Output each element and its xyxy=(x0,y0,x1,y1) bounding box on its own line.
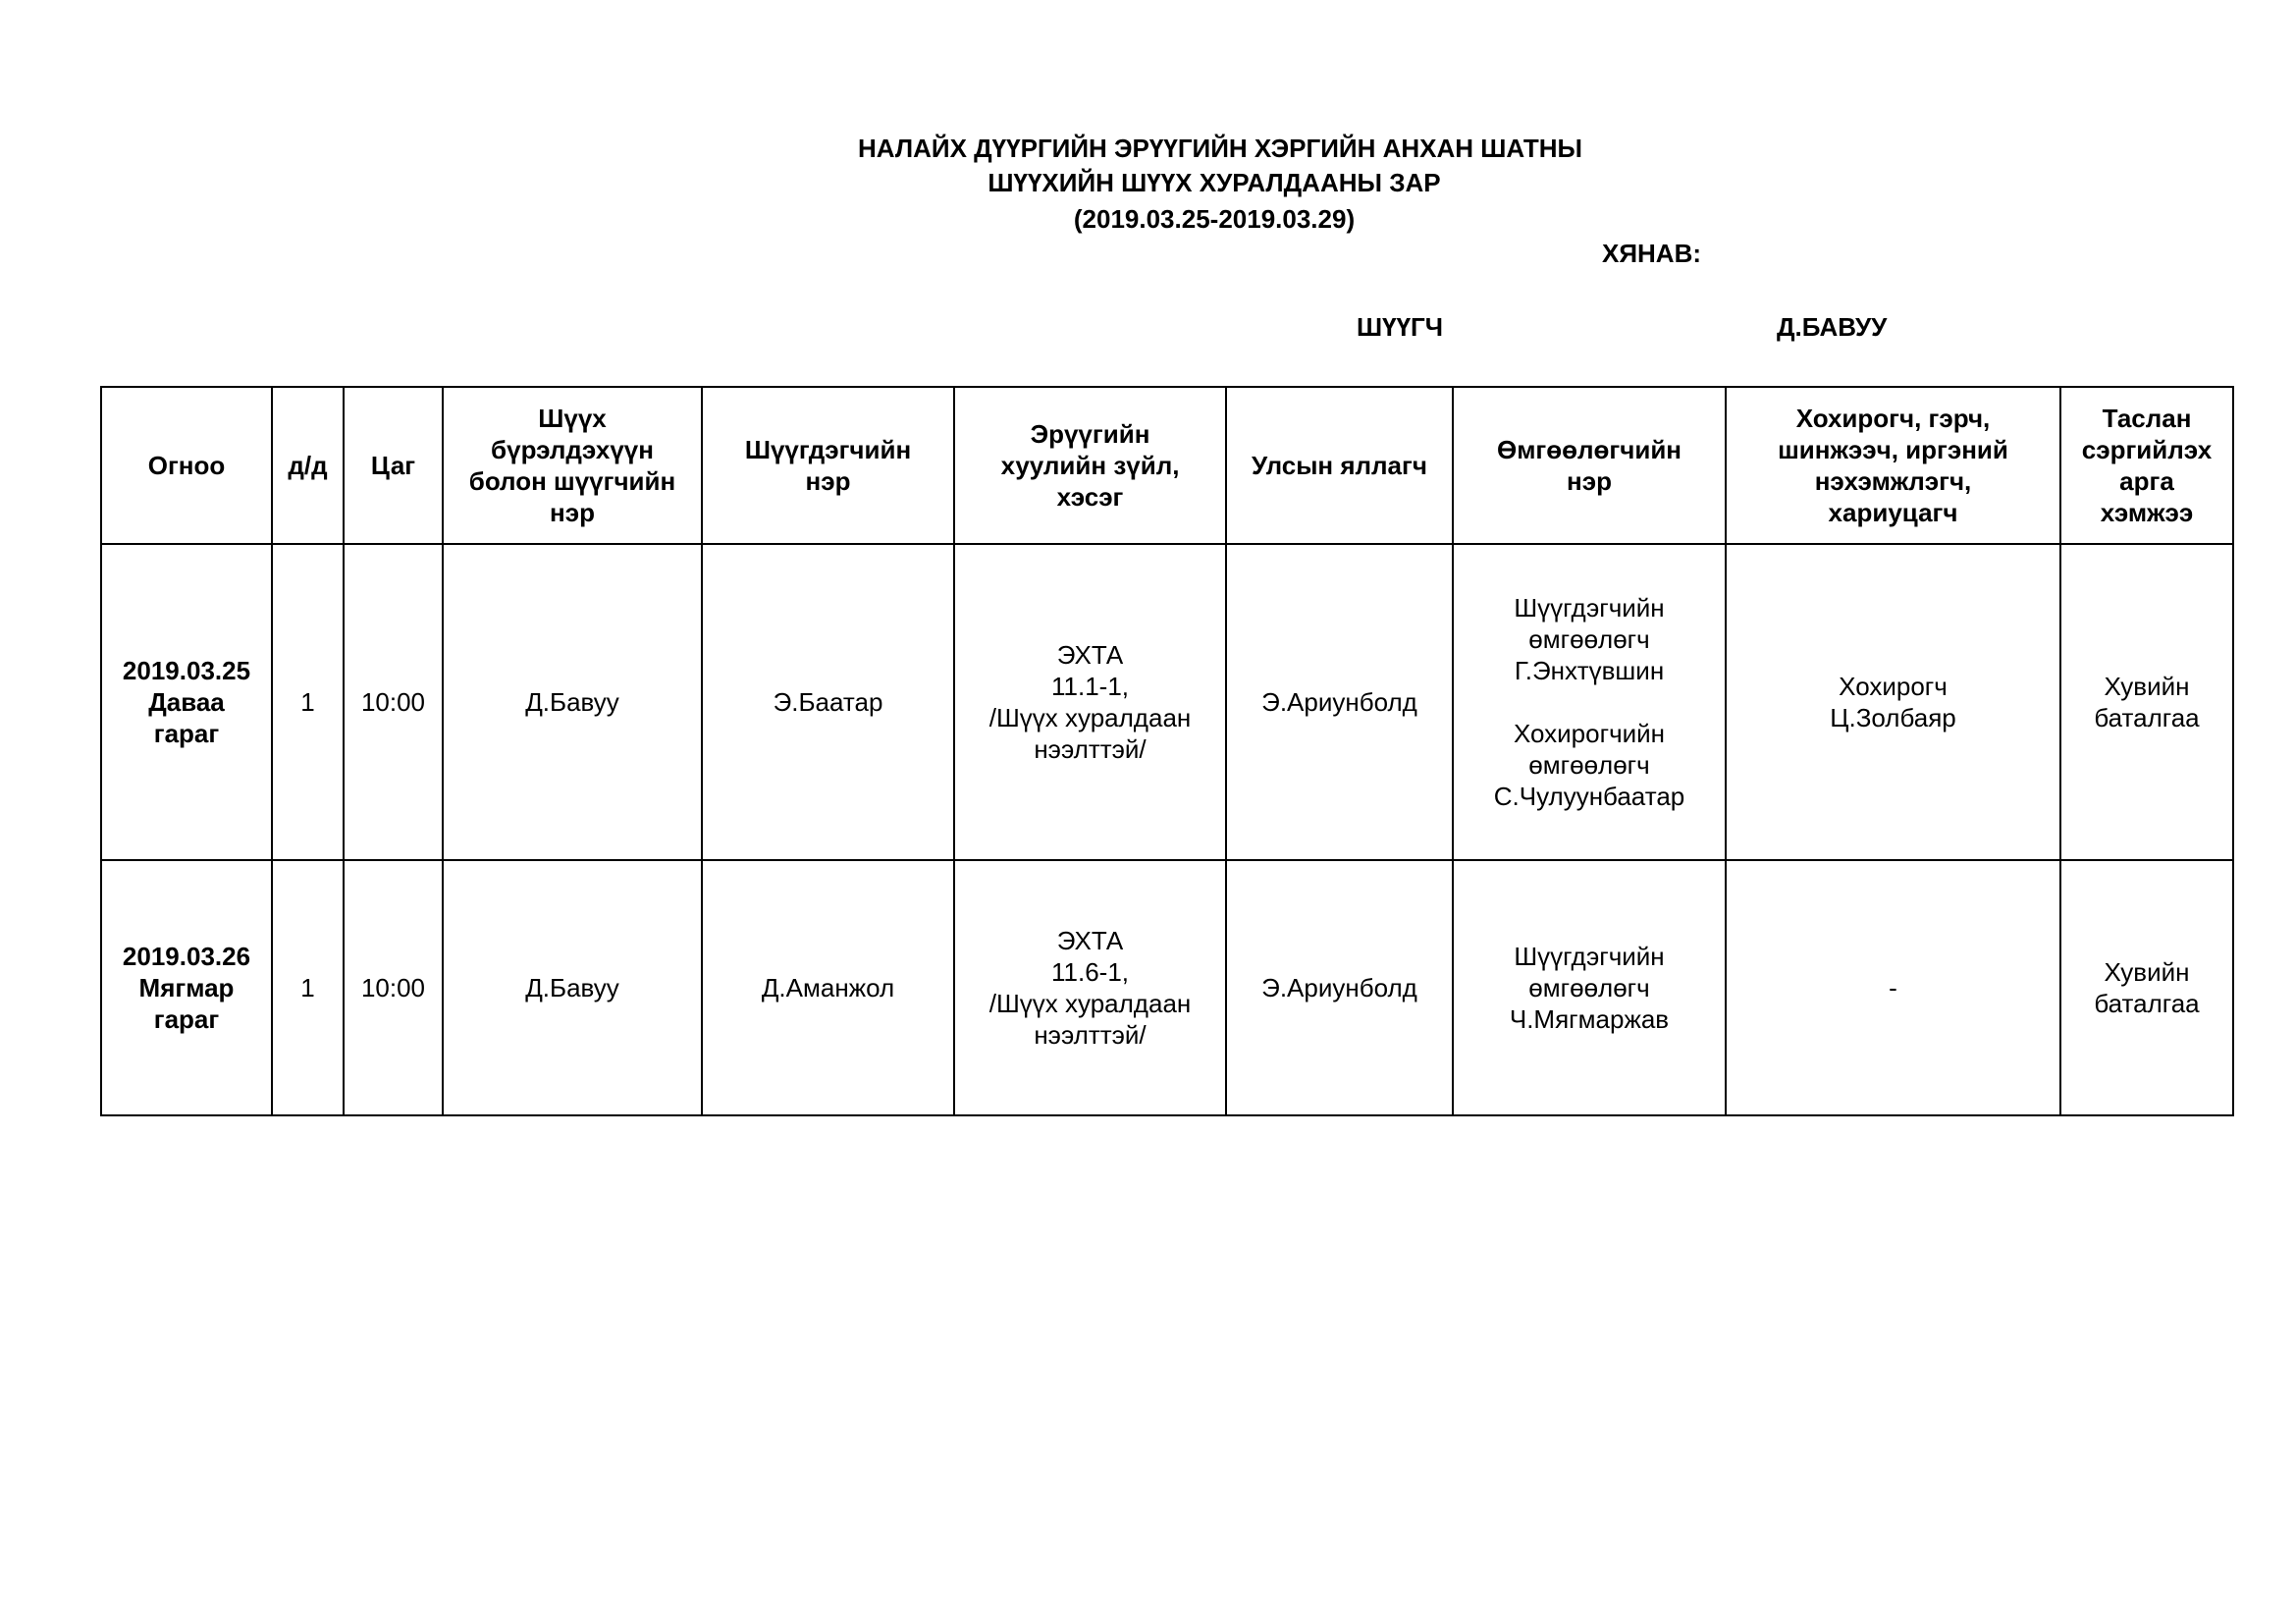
notice-date-range: (2019.03.25-2019.03.29) xyxy=(1073,204,1356,234)
judge-signature-name: Д.БАВУУ xyxy=(1777,312,1888,342)
cell-defendant: Э.Баатар xyxy=(702,544,954,860)
cell-time: 10:00 xyxy=(344,860,443,1115)
col-header-prosecutor: Улсын яллагч xyxy=(1226,387,1453,544)
col-header-number: д/д xyxy=(272,387,344,544)
cell-prosecutor: Э.Ариунболд xyxy=(1226,860,1453,1115)
cell-victim: Хохирогч Ц.Золбаяр xyxy=(1726,544,2060,860)
cell-defense: Шүүгдэгчийн өмгөөлөгч Ч.Мягмаржав xyxy=(1453,860,1726,1115)
cell-date: 2019.03.25 Даваа гараг xyxy=(101,544,272,860)
col-header-date: Огноо xyxy=(101,387,272,544)
cell-defense: Шүүгдэгчийн өмгөөлөгч Г.Энхтүвшин Хохирогчийн өмгөөлөгч С.Чулуунбаатар xyxy=(1453,544,1726,860)
cell-article: ЭХТА 11.1-1, /Шүүх хуралдаан нээлттэй/ xyxy=(954,544,1226,860)
cell-number: 1 xyxy=(272,860,344,1115)
cell-prosecutor: Э.Ариунболд xyxy=(1226,544,1453,860)
col-header-defense-lawyer: Өмгөөлөгчийн нэр xyxy=(1453,387,1726,544)
table-row xyxy=(101,544,2233,860)
cell-judge: Д.Бавуу xyxy=(443,544,702,860)
col-header-criminal-article: Эрүүгийн хуулийн зүйл, хэсэг xyxy=(954,387,1226,544)
judge-label: ШҮҮГЧ xyxy=(1357,312,1444,342)
cell-victim: - xyxy=(1726,860,2060,1115)
table-header-row xyxy=(101,387,2233,544)
cell-date: 2019.03.26 Мягмар гараг xyxy=(101,860,272,1115)
col-header-time: Цаг xyxy=(344,387,443,544)
cell-measure: Хувийн баталгаа xyxy=(2060,860,2233,1115)
approved-label: ХЯНАВ: xyxy=(1602,239,1702,268)
cell-time: 10:00 xyxy=(344,544,443,860)
notice-title-line-2: ШҮҮХИЙН ШҮҮХ ХУРАЛДААНЫ ЗАР xyxy=(988,168,1441,197)
col-header-court-composition: Шүүх бүрэлдэхүүн болон шүүгчийн нэр xyxy=(443,387,702,544)
col-header-preventive-measure: Таслан сэргийлэх арга хэмжээ xyxy=(2060,387,2233,544)
col-header-victim-witness: Хохирогч, гэрч, шинжээч, иргэний нэхэмжлэгч, хариуцагч xyxy=(1726,387,2060,544)
hearing-schedule-table xyxy=(100,386,2234,1116)
cell-defendant: Д.Аманжол xyxy=(702,860,954,1115)
cell-judge: Д.Бавуу xyxy=(443,860,702,1115)
cell-number: 1 xyxy=(272,544,344,860)
notice-title-line-1: НАЛАЙХ ДҮҮРГИЙН ЭРҮҮГИЙН ХЭРГИЙН АНХАН ШАТНЫ xyxy=(858,134,1582,163)
cell-measure: Хувийн баталгаа xyxy=(2060,544,2233,860)
col-header-defendant: Шүүгдэгчийн нэр xyxy=(702,387,954,544)
cell-article: ЭХТА 11.6-1, /Шүүх хуралдаан нээлттэй/ xyxy=(954,860,1226,1115)
table-row xyxy=(101,860,2233,1115)
